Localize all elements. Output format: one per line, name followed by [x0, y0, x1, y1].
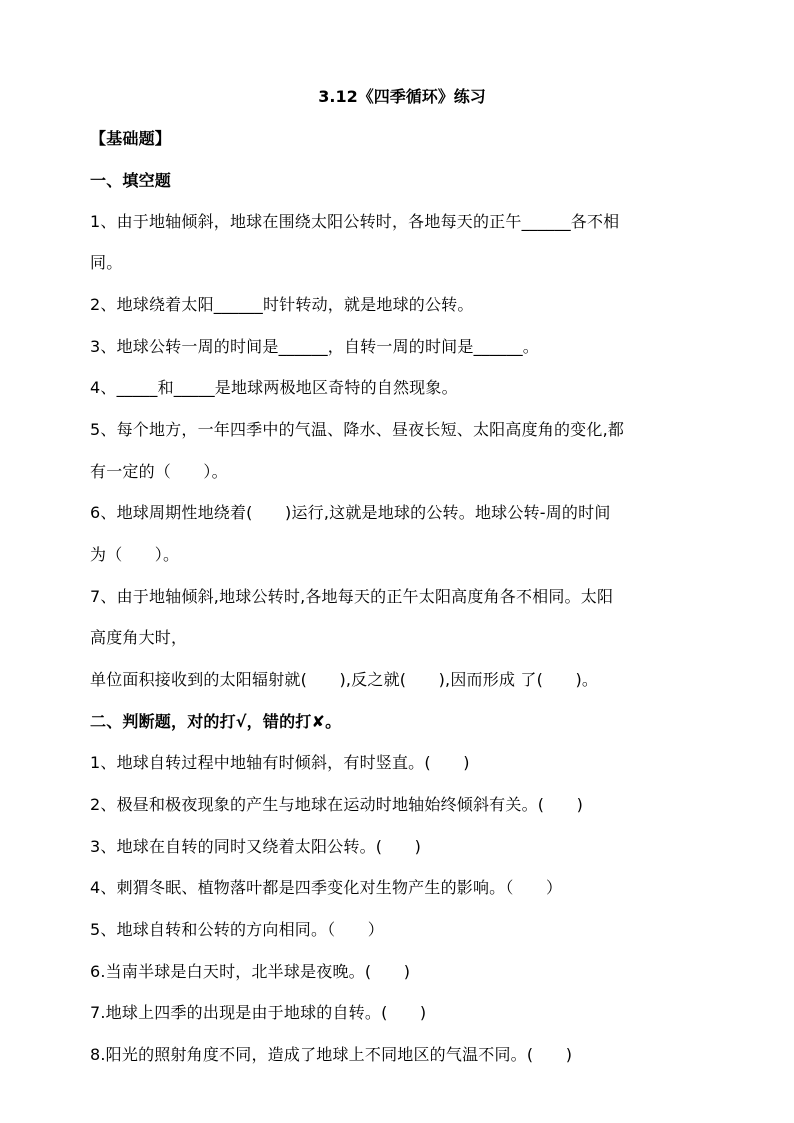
page-title: 3.12《四季循环》练习 [318, 87, 486, 106]
fill-question-6-line-2: 为（ ）。 [90, 545, 180, 564]
judge-question-7: 7.地球上四季的出现是由于地球的自转。( ) [90, 1003, 427, 1022]
fill-question-7-line-1: 7、由于地轴倾斜,地球公转时,各地每天的正午太阳高度角各不相同。太阳 [90, 587, 614, 606]
section-basic-heading: 【基础题】 [90, 129, 172, 148]
fill-question-5-line-1: 5、每个地方，一年四季中的气温、降水、昼夜长短、太阳高度角的变化,都 [90, 420, 625, 439]
fill-question-2: 2、地球绕着太阳______时针转动，就是地球的公转。 [90, 295, 474, 314]
fill-question-5-line-2: 有一定的（ ）。 [90, 462, 228, 481]
fill-question-3: 3、地球公转一周的时间是______，自转一周的时间是______。 [90, 337, 539, 356]
judge-question-4: 4、刺猬冬眠、植物落叶都是四季变化对生物产生的影响。（ ） [90, 878, 563, 897]
judge-question-1: 1、地球自转过程中地轴有时倾斜，有时竖直。( ) [90, 753, 470, 772]
judge-question-6: 6.当南半球是白天时，北半球是夜晚。( ) [90, 962, 411, 981]
fill-question-1-line-2: 同。 [90, 253, 123, 272]
fill-question-4: 4、_____和_____是地球两极地区奇特的自然现象。 [90, 378, 458, 397]
fill-question-6-line-1: 6、地球周期性地绕着( )运行,这就是地球的公转。地球公转-周的时间 [90, 503, 611, 522]
fill-question-1-line-1: 1、由于地轴倾斜，地球在围绕太阳公转时，各地每天的正午______各不相 [90, 212, 620, 231]
fill-question-7-line-3: 单位面积接收到的太阳辐射就( ),反之就( ),因而形成 了( )。 [90, 670, 599, 689]
judge-question-2: 2、极昼和极夜现象的产生与地球在运动时地轴始终倾斜有关。( ) [90, 795, 584, 814]
judge-question-3: 3、地球在自转的同时又绕着太阳公转。( ) [90, 837, 422, 856]
judge-question-8: 8.阳光的照射角度不同，造成了地球上不同地区的气温不同。( ) [90, 1045, 573, 1064]
true-false-heading: 二、判断题，对的打√，错的打✘。 [90, 712, 342, 731]
fill-question-7-line-2: 高度角大时， [90, 628, 188, 647]
judge-question-5: 5、地球自转和公转的方向相同。（ ） [90, 920, 384, 939]
fill-in-blank-heading: 一、填空题 [90, 171, 172, 190]
